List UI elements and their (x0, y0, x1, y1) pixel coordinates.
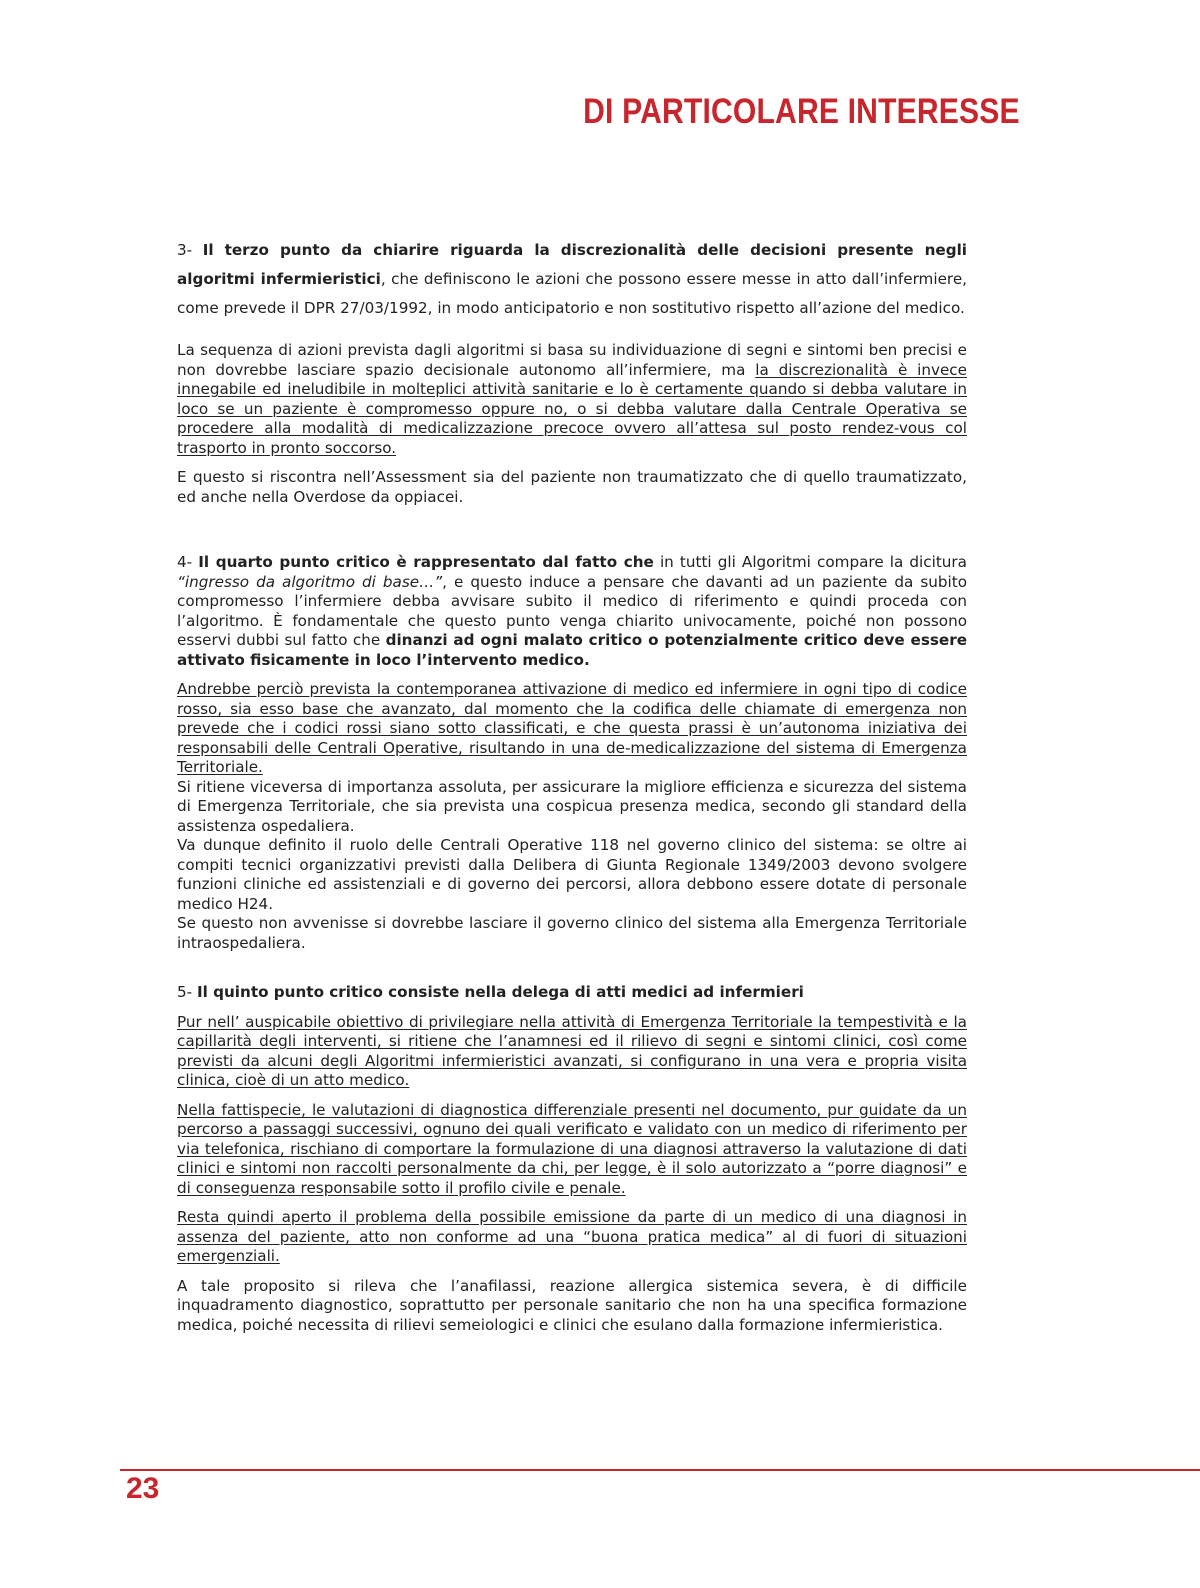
section4-italic-quote: “ingresso da algoritmo di base…” (177, 572, 443, 591)
section3-paragraph-3: E questo si riscontra nell’Assessment sia del paziente non traumatizzato che di quello traumatizzato, ed anche nella Overdose da oppiacei. (177, 468, 967, 506)
section4-p2-underlined: Andrebbe perciò prevista la contemporanea attivazione di medico ed infermiere in ogni tipo di codice rosso, sia esso base che avanzato, dal momento che la codifica delle chiamate di emergenza non prevede che i codici rossi siano sotto classificati, e che questa prassi è un’autonoma iniziativa dei responsabili delle Centrali Operative, risultando in una de-medicalizzazione del sistema di Emergenza Territoriale. (177, 680, 967, 776)
section-header-title: DI PARTICOLARE INTERESSE (583, 92, 1020, 131)
section5-p3-underlined: Resta quindi aperto il problema della possibile emissione da parte di un medico di una diagnosi in assenza del paziente, atto non conforme ad una “buona pratica medica” al di fuori di situazioni emergenziali. (177, 1208, 967, 1265)
section4-paragraph-3: Si ritiene viceversa di importanza assoluta, per assicurare la migliore efficienza e sicurezza del sistema di Emergenza Territoriale, che sia prevista una cospicua presenza medica, secondo gli standard della assistenza ospedaliera. (177, 777, 967, 835)
section4-paragraph-1 (177, 553, 967, 670)
section4-number: 4- (177, 553, 199, 571)
footer-divider (120, 1469, 1200, 1471)
section5-paragraph-1 (177, 1013, 967, 1091)
page-number: 23 (126, 1472, 160, 1505)
section3-p2-underlined: la discrezionalità è invece innegabile ed ineludibile in molteplici attività sanitarie e lo è certamente quando si debba valutare in loco se un paziente è compromesso oppure no, o si debba valutare dalla Centrale Operativa se procedere alla modalità di medicalizzazione precoce ovvero all’attesa sul posto rendez-vous col trasporto in pronto soccorso. (177, 360, 967, 457)
section5-bold-heading: Il quinto punto critico consiste nella delega di atti medici ad infermieri (196, 983, 804, 1001)
section3-number: 3- (177, 241, 203, 259)
section5-p1-underlined: Pur nell’ auspicabile obiettivo di privilegiare nella attività di Emergenza Territoriale la tempestività e la capillarità degli interventi, si ritiene che l’anamnesi ed il rilievo di segni e sintomi clinici, così come previsti da alcuni degli Algoritmi infermieristici avanzati, si configurano in una vera e propria visita clinica, cioè di un atto medico. (177, 1012, 967, 1089)
section4-paragraph-4: Va dunque definito il ruolo delle Centrali Operative 118 nel governo clinico del sistema: se oltre ai compiti tecnici organizzativi previsti dalla Delibera di Giunta Regionale 1349/2003 devono svolgere funzioni cliniche ed assistenziali e di governo dei percorsi, allora debbono essere dotate di personale medico H24. (177, 836, 967, 913)
section-spacer (177, 963, 967, 983)
section3-paragraph-1 (177, 236, 967, 323)
section3-text: , che definiscono le azioni che possono essere messe in atto dall’infermiere, come prevede il DPR 27/03/1992, in modo anticipatorio e non sostitutivo rispetto all’azione del medico. (177, 270, 967, 317)
section4-bold-lead: Il quarto punto critico è rappresentato dal fatto che (198, 553, 654, 571)
section5-p2-underlined: Nella fattispecie, le valutazioni di diagnostica differenziale presenti nel documento, pur guidate da un percorso a passaggi successivi, ognuno dei quali verificato e validato con un medico di riferimento per via telefonica, rischiano di comportare la formulazione di una diagnosi attraverso la valutazione di dati clinici e sintomi non raccolti personalmente da chi, per legge, è il solo autorizzato a “porre diagnosi” e di conseguenza responsabile sotto il profilo civile e penale. (177, 1100, 967, 1197)
section5-heading (177, 983, 967, 1003)
section3-p2-text: La sequenza di azioni prevista dagli algoritmi si basa su individuazione di segni e sintomi ben precisi e non dovrebbe lasciare spazio decisionale autonomo all’infermiere, ma (177, 341, 967, 379)
section4-text-b: , e questo induce a pensare che davanti ad un paziente da subito compromesso l’infermiere debba avvisare subito il medico di riferimento e quindi proceda con l’algoritmo. È fondamentale che questo punto venga chiarito univocamente, poiché non possono esservi dubbi sul fatto che (177, 572, 967, 649)
section5-paragraph-3 (177, 1208, 967, 1267)
section4-paragraph-5: Se questo non avvenisse si dovrebbe lasciare il governo clinico del sistema alla Emergenza Territoriale intraospedaliera. (177, 914, 967, 952)
section4-paragraph-2 (177, 680, 967, 778)
section4-text-a: in tutti gli Algoritmi compare la dicitura (653, 553, 967, 571)
section4-bold-conclusion: dinanzi ad ogni malato critico o potenzialmente critico deve essere attivato fisicamente in loco l’intervento medico. (177, 631, 968, 669)
section5-paragraph-4: A tale proposito si rileva che l’anafilassi, reazione allergica sistemica severa, è di difficile inquadramento diagnostico, soprattutto per personale sanitario che non ha una specifica formazione medica, poiché necessita di rilievi semeiologici e clinici che esulano dalla formazione infermieristica. (177, 1276, 967, 1334)
section5-number: 5- (177, 983, 197, 1001)
section-spacer (177, 517, 967, 553)
section5-paragraph-2 (177, 1101, 967, 1199)
section3-paragraph-2 (177, 341, 967, 458)
document-body (177, 236, 967, 1345)
section3-bold-lead: Il terzo punto da chiarire riguarda la discrezionalità delle decisioni presente negli algoritmi infermieristici (177, 241, 967, 288)
